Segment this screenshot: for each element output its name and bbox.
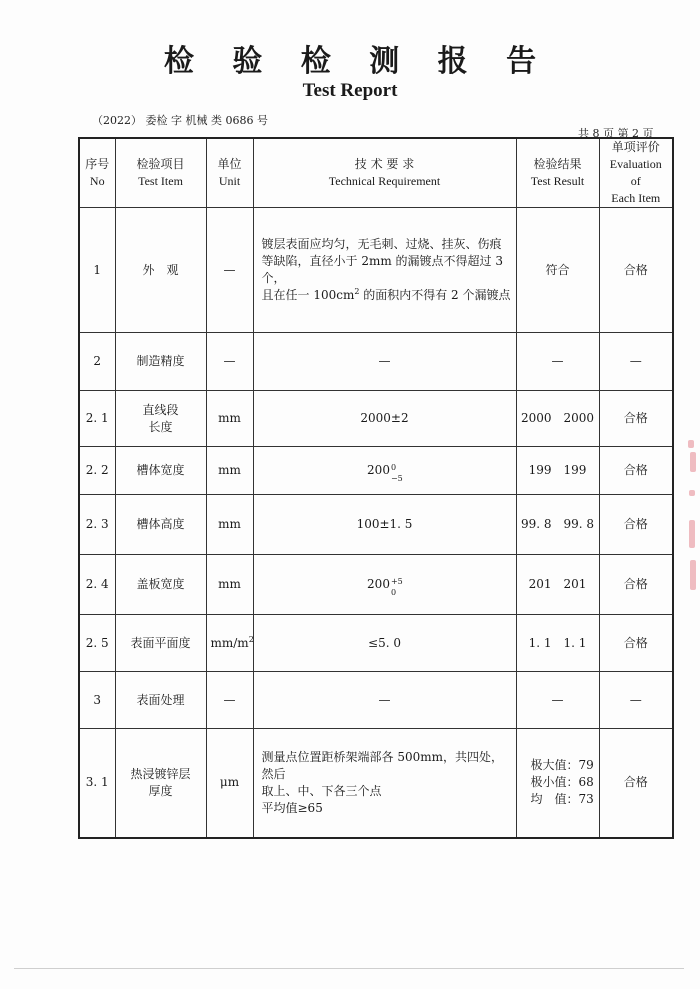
row-evaluation: 合格: [599, 615, 673, 672]
row-item: 表面平面度: [115, 615, 206, 672]
row-evaluation: 合格: [599, 495, 673, 555]
row-result: 2000 2000: [516, 391, 599, 447]
table-row: [79, 333, 673, 391]
table-row: [79, 391, 673, 447]
table-row: [79, 447, 673, 495]
row-no: 2. 5: [79, 615, 115, 672]
row-requirement: ≤5. 0: [253, 615, 516, 672]
row-requirement: 2000±2: [253, 391, 516, 447]
row-no: 2: [79, 333, 115, 391]
row-requirement: 100±1. 5: [253, 495, 516, 555]
row-result: 201 201: [516, 555, 599, 615]
row-result: 极大值：79 极小值：68 均 值：73: [516, 729, 599, 838]
row-item: 热浸镀锌层 厚度: [115, 729, 206, 838]
row-item: 制造精度: [115, 333, 206, 391]
col-header-result: 检验结果 Test Result: [516, 138, 599, 208]
row-evaluation: 合格: [599, 208, 673, 333]
row-unit: —: [206, 333, 253, 391]
seal-edge-mark: [689, 520, 695, 548]
seal-edge-mark: [688, 440, 694, 448]
row-result: 1. 1 1. 1: [516, 615, 599, 672]
row-no: 2. 3: [79, 495, 115, 555]
col-header-evaluation: 单项评价 Evaluation of Each Item: [599, 138, 673, 208]
row-requirement: —: [253, 333, 516, 391]
row-unit: mm: [206, 495, 253, 555]
row-result: 199 199: [516, 447, 599, 495]
report-title-cn: 检 验 检 测 报 告: [163, 44, 551, 79]
row-evaluation: 合格: [599, 729, 673, 838]
table-row: [79, 672, 673, 729]
row-result: 符合: [516, 208, 599, 333]
row-no: 3: [79, 672, 115, 729]
row-requirement: 200 0 −5: [253, 447, 516, 495]
table-row: [79, 615, 673, 672]
row-item: 直线段 长度: [115, 391, 206, 447]
row-no: 1: [79, 208, 115, 333]
row-unit: μm: [206, 729, 253, 838]
row-unit: —: [206, 672, 253, 729]
table-header-row: [79, 138, 673, 208]
row-evaluation: —: [599, 672, 673, 729]
page-number: 共 8 页 第 2 页: [578, 127, 654, 140]
row-item: 表面处理: [115, 672, 206, 729]
test-results-table: [78, 137, 674, 839]
row-requirement: 200 +5 0: [253, 555, 516, 615]
col-header-unit: 单位 Unit: [206, 138, 253, 208]
row-result: 99. 8 99. 8: [516, 495, 599, 555]
row-evaluation: 合格: [599, 391, 673, 447]
row-item: 盖板宽度: [115, 555, 206, 615]
col-header-no: 序号 No: [79, 138, 115, 208]
table-row: [79, 729, 673, 838]
row-unit: —: [206, 208, 253, 333]
row-requirement: 镀层表面应均匀，无毛刺、过烧、挂灰、伤痕 等缺陷，直径小于 2mm 的漏镀点不得超过 3 个， 且在任一 $100cm^2$ 的面积内不得有 2 个漏镀点: [253, 208, 516, 333]
row-unit: mm: [206, 447, 253, 495]
seal-edge-mark: [690, 452, 696, 472]
row-evaluation: 合格: [599, 555, 673, 615]
row-no: 2. 1: [79, 391, 115, 447]
row-no: 2. 4: [79, 555, 115, 615]
page-bottom-line: [14, 968, 684, 969]
row-no: 3. 1: [79, 729, 115, 838]
row-evaluation: —: [599, 333, 673, 391]
row-result: —: [516, 672, 599, 729]
row-item: 槽体宽度: [115, 447, 206, 495]
row-requirement: —: [253, 672, 516, 729]
row-requirement: 测量点位置距桥架端部各 500mm，共四处，然后 取上、中、下各三个点 平均值≥65: [253, 729, 516, 838]
row-unit: mm: [206, 391, 253, 447]
seal-edge-mark: [690, 560, 696, 590]
row-item: 外 观: [115, 208, 206, 333]
row-unit: mm: [206, 555, 253, 615]
row-evaluation: 合格: [599, 447, 673, 495]
report-title-en: Test Report: [302, 80, 398, 101]
col-header-requirement: 技 术 要 求 Technical Requirement: [253, 138, 516, 208]
col-header-item: 检验项目 Test Item: [115, 138, 206, 208]
row-unit: $mm/m^2$: [206, 615, 253, 672]
table-row: [79, 208, 673, 333]
row-result: —: [516, 333, 599, 391]
document-number: （2022） 委检 字 机械 类 0686 号: [92, 114, 268, 127]
row-item: 槽体高度: [115, 495, 206, 555]
seal-edge-mark: [689, 490, 695, 496]
table-row: [79, 495, 673, 555]
row-no: 2. 2: [79, 447, 115, 495]
table-row: [79, 555, 673, 615]
